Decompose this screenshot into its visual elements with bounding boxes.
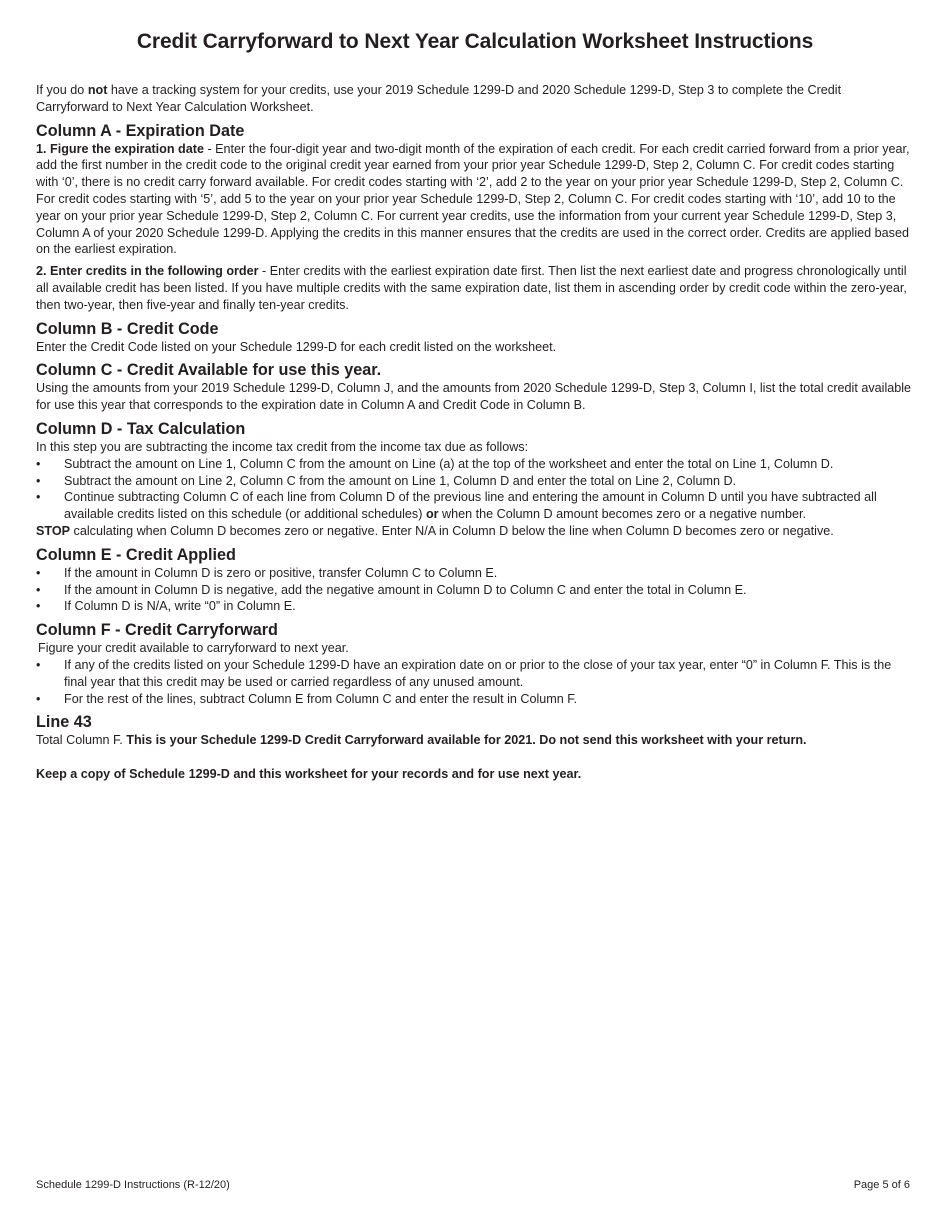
heading-column-e: Column E - Credit Applied xyxy=(36,545,236,564)
keep-copy-note xyxy=(36,766,914,783)
page-content xyxy=(36,30,914,783)
section-column-e xyxy=(36,546,914,615)
section-line-43 xyxy=(36,713,914,749)
column-d-list xyxy=(36,456,914,523)
intro-text-2: have a tracking system for your credits, use your 2019 Schedule 1299-D and 2020 Schedule 1299-D, Step 3 to complete the Credit Carryforward to Next Year Calculation Worksheet. xyxy=(36,83,842,114)
column-e-list xyxy=(36,565,914,615)
column-b-text: Enter the Credit Code listed on your Schedule 1299-D for each credit listed on the worksheet. xyxy=(36,339,557,354)
list-item: • If the amount in Column D is zero or positive, transfer Column C to Column E. xyxy=(36,565,914,582)
line-43-text xyxy=(36,732,914,749)
list-item: • If any of the credits listed on your Schedule 1299-D have an expiration date on or prior to the close of your tax year, enter “0” in Column F. This is the final year that this credit may be used or carried regardless of any unused amount. xyxy=(36,657,914,691)
heading-column-f: Column F - Credit Carryforward xyxy=(36,621,278,640)
column-a-p1-bold: 1. Figure the expiration date xyxy=(36,141,204,156)
list-item xyxy=(36,489,914,523)
list-item-text-2: when the Column D amount becomes zero or a negative number. xyxy=(438,507,807,522)
stop-bold: STOP xyxy=(36,523,71,538)
list-item-text: Continue subtracting Column C of each line from Column D of the previous line and entering the amount in Column D until you have subtracted all available credits listed on this schedule (or additional schedules) xyxy=(64,490,877,522)
column-c-text: Using the amounts from your 2019 Schedule 1299-D, Column J, and the amounts from 2020 Schedule 1299-D, Step 3, Column I, list the total credit available for use this year that corresponds to the expiration date in Column A and Credit Code in Column B. xyxy=(36,381,912,413)
heading-column-d: Column D - Tax Calculation xyxy=(36,419,246,438)
page-title: Credit Carryforward to Next Year Calculation Worksheet Instructions xyxy=(136,30,814,53)
list-item: • Subtract the amount on Line 2, Column C from the amount on Line 1, Column D and enter the total on Line 2, Column D. xyxy=(36,473,914,490)
column-f-list xyxy=(36,657,914,707)
intro-text: If you do xyxy=(36,83,88,97)
section-column-f xyxy=(36,621,914,707)
heading-column-b: Column B - Credit Code xyxy=(36,319,219,338)
list-item: • If the amount in Column D is negative, add the negative amount in Column D to Column C and enter the total in Column E. xyxy=(36,582,914,599)
footer-form-id: Schedule 1299-D Instructions (R-12/20) xyxy=(36,1179,230,1191)
column-a-p2-text: - Enter credits with the earliest expiration date first. Then list the next earliest date and progress chronologically until all available credit has been listed. If you have multiple credits with the same expiration date, list them in ascending order by credit code within the zero-year, then two-year, then five-year and finally ten-year credits. xyxy=(36,264,907,312)
section-column-a xyxy=(36,122,914,314)
column-a-p1-text: - Enter the four-digit year and two-digit month of the expiration of each credit. For each credit carried forward from a prior year, add the first number in the credit code to the original credit year earned from your prior year Schedule 1299-D, Step 2, Column C. For credit codes starting with ‘0’, there is no credit carry forward available. For credit codes starting with ‘2’, add 2 to the year on your prior year Schedule 1299-D, Step 2, Column C. For credit codes starting with ‘5’, add 5 to the year on your prior year Schedule 1299-D, Step 2, Column C. For credit codes starting with ‘10’, add 10 to the year on your prior year Schedule 1299-D, Step 2, Column C. For current year credits, use the information from your current year Schedule 1299-D, Step 3, Column A of your 2020 Schedule 1299-D. Applying the credits in this manner ensures that the credits are used in the correct order. Credits are applied based on the earliest expiration. xyxy=(36,141,910,257)
stop-text: calculating when Column D becomes zero or negative. Enter N/A in Column D below the line when Column D becomes zero or negative. xyxy=(70,523,834,538)
column-f-intro: Figure your credit available to carryforward to next year. xyxy=(38,641,349,656)
intro-paragraph xyxy=(36,82,914,116)
line-43-bold: This is your Schedule 1299-D Credit Carryforward available for 2021. Do not send this worksheet with your return. xyxy=(126,733,807,748)
section-column-d xyxy=(36,420,914,540)
column-d-stop xyxy=(36,523,914,540)
heading-column-a: Column A - Expiration Date xyxy=(36,121,245,140)
heading-column-c: Column C - Credit Available for use this year. xyxy=(36,361,382,380)
section-column-b xyxy=(36,320,914,356)
list-item: • For the rest of the lines, subtract Column E from Column C and enter the result in Column F. xyxy=(36,691,914,708)
column-a-p2-bold: 2. Enter credits in the following order xyxy=(36,264,259,279)
keep-copy-bold: Keep a copy of Schedule 1299-D and this worksheet for your records and for use next year. xyxy=(36,767,582,782)
intro-bold: not xyxy=(87,83,108,97)
column-a-paragraph-2 xyxy=(36,263,914,313)
column-d-intro: In this step you are subtracting the income tax credit from the income tax due as follows: xyxy=(36,439,529,454)
list-item: • If Column D is N/A, write “0” in Column E. xyxy=(36,598,914,615)
line-43-plain: Total Column F. xyxy=(36,733,127,748)
list-item-bold: or xyxy=(425,507,439,522)
list-item: • Subtract the amount on Line 1, Column C from the amount on Line (a) at the top of the worksheet and enter the total on Line 1, Column D. xyxy=(36,456,914,473)
section-column-c xyxy=(36,361,914,414)
column-a-paragraph-1 xyxy=(36,141,914,259)
heading-line-43: Line 43 xyxy=(36,713,92,732)
footer-page-number: Page 5 of 6 xyxy=(853,1179,910,1191)
